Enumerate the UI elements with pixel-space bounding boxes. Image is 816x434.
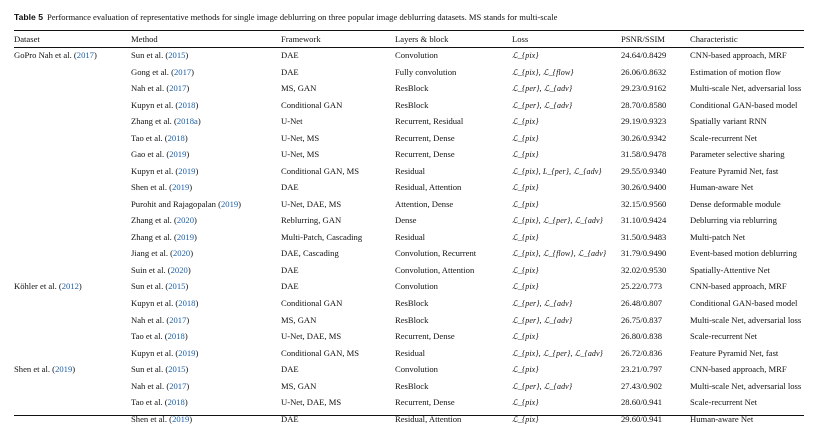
psnr-ssim-cell: 29.55/0.9340	[621, 165, 667, 176]
characteristic-cell: Estimation of motion flow	[690, 66, 781, 77]
table-row	[14, 113, 804, 130]
framework-cell: MS, GAN	[281, 380, 317, 391]
cite-author: Tao et al. (	[131, 397, 168, 408]
header-psnr-ssim: PSNR/SSIM	[621, 34, 665, 44]
cite-author: Kupyn et al. (	[131, 297, 179, 308]
layers-cell: Recurrent, Dense	[395, 132, 455, 143]
table-label: Table 5	[14, 12, 43, 22]
layers-cell: Convolution, Recurrent	[395, 248, 477, 259]
framework-cell: DAE	[281, 413, 299, 424]
psnr-ssim-cell: 28.60/0.941	[621, 397, 663, 408]
loss-cell	[512, 97, 621, 114]
loss-formula: ℒ_{pix}, ℒ_{flow}, ℒ_{adv}	[512, 249, 607, 259]
cite-author: Nah et al. (	[131, 83, 170, 94]
table-row	[14, 328, 804, 345]
cite-author: Gao et al. (	[131, 149, 170, 160]
characteristic-cell: CNN-based approach, MRF	[690, 50, 787, 61]
table-row	[14, 410, 804, 427]
cite-close: )	[186, 83, 190, 94]
header-framework: Framework	[281, 34, 321, 44]
layers-cell: Fully convolution	[395, 66, 457, 77]
framework-cell: Multi-Patch, Cascading	[281, 231, 363, 242]
loss-cell	[512, 245, 621, 262]
cite-close: )	[195, 297, 199, 308]
cite-close: )	[195, 165, 199, 176]
method-citation-link[interactable]: 2019	[172, 413, 190, 424]
framework-cell: DAE, Cascading	[281, 248, 339, 259]
dataset-cell	[14, 179, 131, 196]
dataset-cell	[14, 130, 131, 147]
characteristic-cell: Multi-scale Net, adversarial loss	[690, 314, 802, 325]
loss-formula: ℒ_{pix}	[512, 199, 539, 209]
cite-author: Nah et al. (	[131, 380, 170, 391]
framework-cell: Conditional GAN, MS	[281, 347, 360, 358]
framework-cell: U-Net, DAE, MS	[281, 397, 342, 408]
loss-formula: ℒ_{pix}, ℒ_{per}, ℒ_{adv}	[512, 216, 603, 226]
framework-cell: Reblurring, GAN	[281, 215, 342, 226]
method-citation-link[interactable]: 2020	[173, 248, 191, 259]
layers-cell: Convolution, Attention	[395, 264, 475, 275]
cite-close: )	[186, 380, 190, 391]
method-cell	[131, 196, 281, 213]
framework-cell: DAE	[281, 264, 299, 275]
method-cell	[131, 344, 281, 361]
psnr-ssim-cell: 26.48/0.807	[621, 297, 663, 308]
psnr-ssim-cell: 27.43/0.902	[621, 380, 663, 391]
cite-close: )	[185, 281, 189, 292]
table-row	[14, 344, 804, 361]
layers-cell: Recurrent, Dense	[395, 331, 455, 342]
loss-formula: ℒ_{pix}	[512, 365, 539, 375]
method-citation-link[interactable]: 2020	[176, 215, 195, 226]
dataset-cell	[14, 377, 131, 394]
cite-author: Zhang et al. (	[131, 231, 177, 242]
method-cell	[131, 278, 281, 295]
dataset-cell	[14, 262, 131, 279]
layers-cell: ResBlock	[395, 314, 429, 325]
layers-cell: Convolution	[395, 50, 438, 61]
framework-cell: MS, GAN	[281, 314, 317, 325]
method-citation-link[interactable]: 2017	[169, 314, 187, 325]
loss-cell	[512, 278, 621, 295]
layers-cell: Recurrent, Residual	[395, 116, 464, 127]
characteristic-cell: Feature Pyramid Net, fast	[690, 347, 779, 358]
method-cell	[131, 328, 281, 345]
layers-cell: Convolution	[395, 281, 438, 292]
layers-cell: Residual	[395, 347, 426, 358]
cite-close: )	[186, 314, 190, 325]
loss-formula: ℒ_{pix}	[512, 265, 539, 275]
loss-formula: ℒ_{pix}, L_{per}, ℒ_{adv}	[512, 166, 602, 176]
psnr-ssim-cell: 31.79/0.9490	[621, 248, 667, 259]
cite-author: Sun et al. (	[131, 50, 169, 61]
loss-cell	[512, 163, 621, 180]
header-layers-block: Layers & block	[395, 34, 449, 44]
table-row	[14, 311, 804, 328]
dataset-cell	[14, 212, 131, 229]
cite-close: )	[195, 99, 199, 110]
cite-author: Tao et al. (	[131, 331, 168, 342]
framework-cell: U-Net, DAE, MS	[281, 331, 342, 342]
loss-cell	[512, 130, 621, 147]
cite-author: Tao et al. (	[131, 132, 168, 143]
loss-cell	[512, 344, 621, 361]
psnr-ssim-cell: 29.60/0.941	[621, 413, 663, 424]
loss-cell	[512, 295, 621, 312]
cite-author: Shen et al. (	[14, 364, 56, 375]
method-citation-link[interactable]: 2018	[167, 331, 185, 342]
method-citation-link[interactable]: 2018	[178, 297, 196, 308]
cite-close: )	[185, 50, 189, 61]
loss-cell	[512, 229, 621, 246]
loss-formula: ℒ_{per}, ℒ_{adv}	[512, 381, 573, 391]
cite-close: )	[184, 331, 188, 342]
method-citation-link[interactable]: 2019	[172, 182, 190, 193]
framework-cell: U-Net	[281, 116, 303, 127]
framework-cell: U-Net, DAE, MS	[281, 198, 342, 209]
framework-cell: Conditional GAN, MS	[281, 165, 360, 176]
characteristic-cell: Multi-scale Net, adversarial loss	[690, 380, 802, 391]
results-table	[14, 31, 804, 427]
method-citation-link[interactable]: 2020	[170, 264, 188, 275]
loss-formula: ℒ_{pix}, ℒ_{flow}	[512, 67, 574, 77]
method-citation-link[interactable]: 2019	[220, 198, 239, 209]
loss-cell	[512, 47, 621, 64]
cite-close: )	[197, 116, 201, 127]
layers-cell: Residual, Attention	[395, 182, 462, 193]
cite-author: Kupyn et al. (	[131, 347, 179, 358]
method-citation-link[interactable]: 2018	[167, 397, 185, 408]
dataset-cell	[14, 196, 131, 213]
dataset-citation-link[interactable]: 2019	[55, 364, 73, 375]
layers-cell: ResBlock	[395, 380, 429, 391]
cite-author: Jiang et al. (	[131, 248, 173, 259]
cite-author: Purohit and Rajagopalan (	[131, 198, 221, 209]
characteristic-cell: Dense deformable module	[690, 198, 781, 209]
table-row	[14, 295, 804, 312]
cite-close: )	[191, 66, 195, 77]
dataset-cell	[14, 295, 131, 312]
method-citation-link[interactable]: 2019	[178, 165, 196, 176]
loss-cell	[512, 262, 621, 279]
cite-author: Nah et al. (	[131, 314, 170, 325]
framework-cell: DAE	[281, 364, 299, 375]
method-cell	[131, 295, 281, 312]
loss-cell	[512, 311, 621, 328]
dataset-cell	[14, 80, 131, 97]
cite-author: Zhang et al. (	[131, 215, 177, 226]
framework-cell: U-Net, MS	[281, 149, 320, 160]
method-citation-link[interactable]: 2018	[178, 99, 196, 110]
table-row	[14, 377, 804, 394]
table-row	[14, 163, 804, 180]
header-characteristic: Characteristic	[690, 34, 738, 44]
method-citation-link[interactable]: 2019	[176, 231, 195, 242]
method-cell	[131, 212, 281, 229]
layers-cell: Recurrent, Dense	[395, 149, 455, 160]
loss-cell	[512, 196, 621, 213]
loss-cell	[512, 377, 621, 394]
dataset-cell	[14, 410, 131, 427]
dataset-citation-link[interactable]: 2012	[61, 281, 79, 292]
loss-formula: ℒ_{per}, ℒ_{adv}	[512, 298, 573, 308]
framework-cell: Conditional GAN	[281, 99, 343, 110]
cite-close: )	[238, 198, 242, 209]
characteristic-cell: Spatially-Attentive Net	[690, 264, 770, 275]
psnr-ssim-cell: 26.75/0.837	[621, 314, 663, 325]
cite-close: )	[190, 248, 194, 259]
framework-cell: MS, GAN	[281, 83, 317, 94]
method-cell	[131, 113, 281, 130]
method-cell	[131, 262, 281, 279]
loss-cell	[512, 394, 621, 411]
psnr-ssim-cell: 30.26/0.9342	[621, 132, 667, 143]
table-row	[14, 64, 804, 81]
table-row	[14, 212, 804, 229]
loss-formula: ℒ_{per}, ℒ_{adv}	[512, 84, 573, 94]
cite-close: )	[194, 231, 197, 242]
method-cell	[131, 179, 281, 196]
cite-close: )	[184, 397, 188, 408]
characteristic-cell: Multi-scale Net, adversarial loss	[690, 83, 802, 94]
dataset-cell	[14, 113, 131, 130]
method-cell	[131, 80, 281, 97]
method-cell	[131, 394, 281, 411]
psnr-ssim-cell: 26.80/0.838	[621, 331, 663, 342]
loss-cell	[512, 146, 621, 163]
dataset-cell	[14, 278, 131, 295]
psnr-ssim-cell: 29.23/0.9162	[621, 83, 667, 94]
psnr-ssim-cell: 32.15/0.9560	[621, 198, 667, 209]
table-row	[14, 361, 804, 378]
loss-cell	[512, 361, 621, 378]
method-citation-link[interactable]: 2015	[168, 364, 186, 375]
table-row	[14, 278, 804, 295]
table-row	[14, 130, 804, 147]
cite-author: Shen et al. (	[131, 413, 173, 424]
characteristic-cell: CNN-based approach, MRF	[690, 281, 787, 292]
dataset-cell	[14, 245, 131, 262]
psnr-ssim-cell: 24.64/0.8429	[621, 50, 667, 61]
loss-formula: ℒ_{pix}	[512, 117, 539, 127]
loss-formula: ℒ_{pix}	[512, 232, 539, 242]
cite-author: Sun et al. (	[131, 364, 169, 375]
method-cell	[131, 410, 281, 427]
cite-close: )	[189, 182, 193, 193]
cite-author: Sun et al. (	[131, 281, 169, 292]
table-row	[14, 47, 804, 64]
psnr-ssim-cell: 26.06/0.8632	[621, 66, 667, 77]
cite-close: )	[185, 364, 189, 375]
header-loss: Loss	[512, 34, 529, 44]
cite-close: )	[186, 149, 190, 160]
psnr-ssim-cell: 31.58/0.9478	[621, 149, 667, 160]
table-row	[14, 146, 804, 163]
cite-close: )	[72, 364, 76, 375]
characteristic-cell: CNN-based approach, MRF	[690, 364, 787, 375]
dataset-cell	[14, 97, 131, 114]
dataset-cell	[14, 361, 131, 378]
method-cell	[131, 311, 281, 328]
characteristic-cell: Feature Pyramid Net, fast	[690, 165, 779, 176]
layers-cell: Recurrent, Dense	[395, 397, 455, 408]
method-citation-link[interactable]: 2019	[169, 149, 187, 160]
characteristic-cell: Parameter selective sharing	[690, 149, 785, 160]
dataset-cell	[14, 163, 131, 180]
loss-formula: ℒ_{pix}, ℒ_{per}, ℒ_{adv}	[512, 348, 603, 358]
loss-formula: ℒ_{pix}	[512, 282, 539, 292]
characteristic-cell: Conditional GAN-based model	[690, 297, 798, 308]
cite-close: )	[184, 132, 188, 143]
table-row	[14, 196, 804, 213]
characteristic-cell: Conditional GAN-based model	[690, 99, 798, 110]
cite-close: )	[93, 50, 97, 61]
layers-cell: Residual	[395, 165, 426, 176]
loss-formula: ℒ_{per}, ℒ_{adv}	[512, 315, 573, 325]
method-cell	[131, 47, 281, 64]
layers-cell: ResBlock	[395, 297, 429, 308]
method-cell	[131, 97, 281, 114]
cite-author: GoPro Nah et al. (	[14, 50, 77, 61]
method-cell	[131, 130, 281, 147]
method-cell	[131, 377, 281, 394]
characteristic-cell: Scale-recurrent Net	[690, 132, 758, 143]
loss-cell	[512, 64, 621, 81]
framework-cell: U-Net, MS	[281, 132, 320, 143]
cite-close: )	[189, 413, 193, 424]
loss-cell	[512, 179, 621, 196]
loss-formula: ℒ_{pix}	[512, 183, 539, 193]
psnr-ssim-cell: 26.72/0.836	[621, 347, 663, 358]
framework-cell: Conditional GAN	[281, 297, 343, 308]
characteristic-cell: Event-based motion deblurring	[690, 248, 797, 259]
framework-cell: DAE	[281, 281, 299, 292]
layers-cell: Convolution	[395, 364, 438, 375]
cite-close: )	[187, 264, 191, 275]
loss-formula: ℒ_{pix}	[512, 150, 539, 160]
psnr-ssim-cell: 31.50/0.9483	[621, 231, 667, 242]
table-row	[14, 179, 804, 196]
method-citation-link[interactable]: 2017	[169, 380, 187, 391]
cite-author: Köhler et al. (	[14, 281, 62, 292]
loss-formula: ℒ_{pix}	[512, 51, 539, 61]
framework-cell: DAE	[281, 50, 299, 61]
loss-formula: ℒ_{pix}	[512, 414, 539, 424]
layers-cell: ResBlock	[395, 83, 429, 94]
characteristic-cell: Human-aware Net	[690, 413, 754, 424]
cite-close: )	[195, 347, 199, 358]
framework-cell: DAE	[281, 182, 299, 193]
dataset-cell	[14, 328, 131, 345]
loss-cell	[512, 113, 621, 130]
table-row	[14, 262, 804, 279]
method-cell	[131, 361, 281, 378]
method-cell	[131, 245, 281, 262]
method-citation-link[interactable]: 2017	[173, 66, 192, 77]
psnr-ssim-cell: 23.21/0.797	[621, 364, 663, 375]
characteristic-cell: Scale-recurrent Net	[690, 331, 758, 342]
method-citation-link[interactable]: 2017	[169, 83, 187, 94]
table-row	[14, 394, 804, 411]
dataset-citation-link[interactable]: 2017	[76, 50, 94, 61]
dataset-cell	[14, 64, 131, 81]
layers-cell: Attention, Dense	[395, 198, 454, 209]
framework-cell: DAE	[281, 66, 299, 77]
characteristic-cell: Human-aware Net	[690, 182, 754, 193]
cite-author: Kupyn et al. (	[131, 99, 179, 110]
layers-cell: Residual	[395, 231, 426, 242]
psnr-ssim-cell: 31.10/0.9424	[621, 215, 667, 226]
cite-author: Shen et al. (	[131, 182, 173, 193]
loss-formula: ℒ_{pix}	[512, 133, 539, 143]
loss-formula: ℒ_{per}, ℒ_{adv}	[512, 100, 573, 110]
dataset-cell	[14, 229, 131, 246]
layers-cell: Residual, Attention	[395, 413, 462, 424]
method-cell	[131, 64, 281, 81]
method-cell	[131, 163, 281, 180]
psnr-ssim-cell: 25.22/0.773	[621, 281, 663, 292]
table-caption	[14, 12, 804, 22]
caption-text: Performance evaluation of representative methods for single image deblurring on three popular image deblurring datasets. MS stands for multi-scale	[46, 12, 558, 22]
loss-formula: ℒ_{pix}	[512, 332, 539, 342]
psnr-ssim-cell: 30.26/0.9400	[621, 182, 667, 193]
dataset-cell	[14, 394, 131, 411]
cite-close: )	[78, 281, 82, 292]
characteristic-cell: Scale-recurrent Net	[690, 397, 758, 408]
table-row	[14, 80, 804, 97]
method-citation-link[interactable]: 2019	[178, 347, 196, 358]
dataset-cell	[14, 344, 131, 361]
method-citation-link[interactable]: 2018	[167, 132, 185, 143]
cite-author: Kupyn et al. (	[131, 165, 179, 176]
header-dataset: Dataset	[14, 34, 40, 44]
method-citation-link[interactable]: 2018a	[176, 116, 198, 127]
characteristic-cell: Spatially variant RNN	[690, 116, 767, 127]
dataset-cell	[14, 146, 131, 163]
cite-author: Zhang et al. (	[131, 116, 177, 127]
loss-cell	[512, 212, 621, 229]
dataset-cell	[14, 311, 131, 328]
loss-cell	[512, 410, 621, 427]
characteristic-cell: Deblurring via reblurring	[690, 215, 777, 226]
cite-author: Suin et al. (	[131, 264, 171, 275]
method-cell	[131, 229, 281, 246]
cite-close: )	[194, 215, 197, 226]
table-body	[14, 47, 804, 427]
loss-formula: ℒ_{pix}	[512, 398, 539, 408]
psnr-ssim-cell: 29.19/0.9323	[621, 116, 667, 127]
layers-cell: Dense	[395, 215, 417, 226]
layers-cell: ResBlock	[395, 99, 429, 110]
header-method: Method	[131, 34, 158, 44]
table-row	[14, 245, 804, 262]
header-row	[14, 31, 804, 47]
dataset-cell	[14, 47, 131, 64]
table-row	[14, 97, 804, 114]
loss-cell	[512, 328, 621, 345]
characteristic-cell: Multi-patch Net	[690, 231, 746, 242]
method-citation-link[interactable]: 2015	[168, 281, 186, 292]
method-cell	[131, 146, 281, 163]
method-citation-link[interactable]: 2015	[168, 50, 186, 61]
psnr-ssim-cell: 32.02/0.9530	[621, 264, 667, 275]
loss-cell	[512, 80, 621, 97]
cite-author: Gong et al. (	[131, 66, 174, 77]
table-row	[14, 229, 804, 246]
psnr-ssim-cell: 28.70/0.8580	[621, 99, 667, 110]
